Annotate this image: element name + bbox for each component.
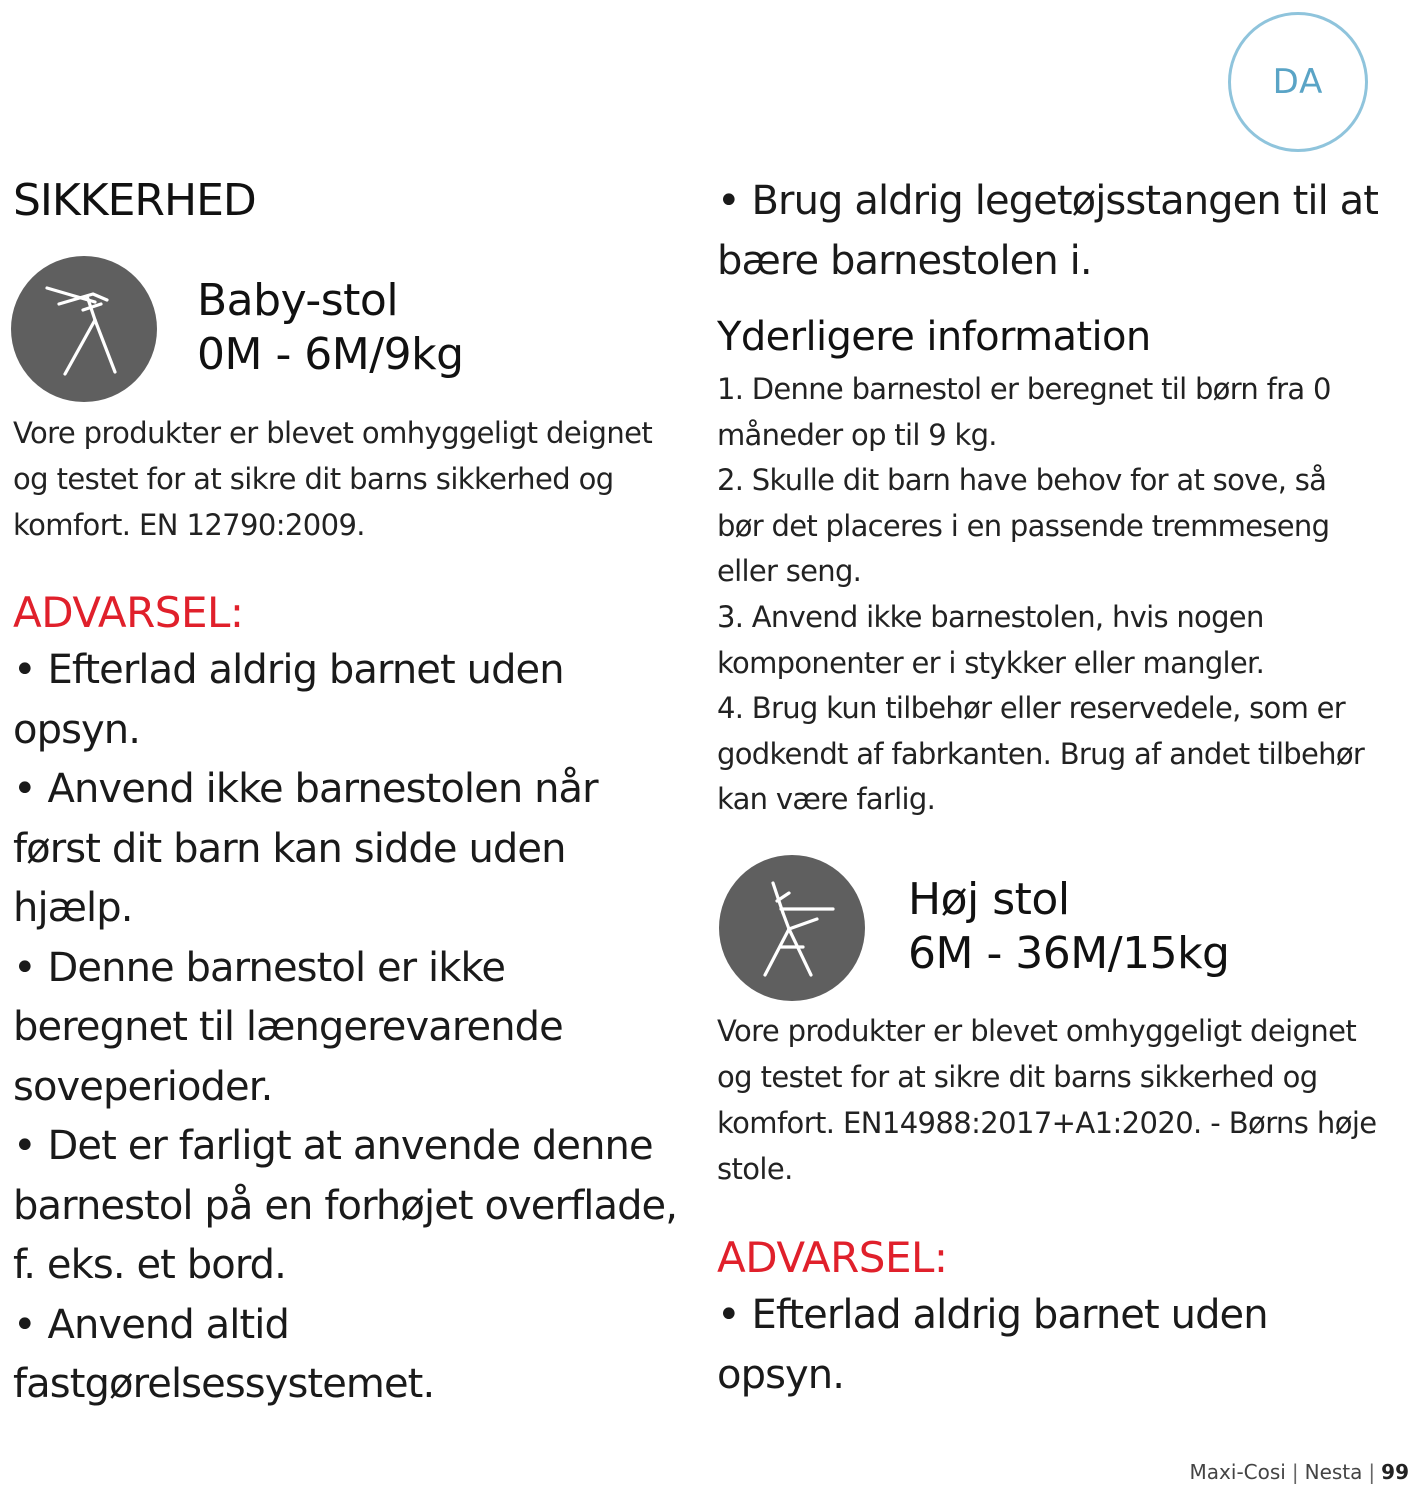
continued-warning: [717, 172, 1387, 291]
footer-separator: |: [1291, 1460, 1299, 1484]
warning-list: [717, 1286, 1387, 1405]
high-chair-icon: [719, 855, 865, 1001]
footer-separator: |: [1368, 1460, 1376, 1484]
language-badge: [1228, 12, 1368, 152]
intro-text: Vore produkter er blevet omhyggeligt deignet og testet for at sikre dit barns sikkerhed og komfort. EN 12790:2009.: [13, 416, 653, 542]
info-item: 2. Skulle dit barn have behov for at sove, så bør det placeres i en passende tremmeseng eller seng.: [717, 463, 1330, 589]
language-code: DA: [1272, 62, 1324, 102]
page-footer: [1190, 1460, 1409, 1484]
warning-title: ADVARSEL:: [717, 1233, 948, 1282]
page-number: 99: [1381, 1460, 1409, 1484]
warning-item: • Efterlad aldrig barnet uden opsyn.: [13, 647, 564, 753]
intro-text: Vore produkter er blevet omhyggeligt deignet og testet for at sikre dit barns sikkerhed og komfort. EN14988:2017+A1:2020. - Børns høje stole.: [717, 1014, 1377, 1186]
baby-chair-icon: [11, 256, 157, 402]
product-range: 0M - 6M/9kg: [197, 329, 464, 380]
info-item: 4. Brug kun tilbehør eller reservedele, som er godkendt af fabrkanten. Brug af andet tilbehør kan være farlig.: [717, 691, 1365, 817]
warning-item: • Denne barnestol er ikke beregnet til længerevarende soveperioder.: [13, 944, 563, 1110]
product-title-baby-chair: [197, 274, 464, 382]
product-title-high-chair: [908, 873, 1229, 981]
info-item: 1. Denne barnestol er beregnet til børn fra 0 måneder op til 9 kg.: [717, 372, 1331, 452]
warning-title: ADVARSEL:: [13, 588, 244, 637]
info-title: Yderligere information: [717, 314, 1151, 360]
product-name: Høj stol: [908, 874, 1070, 925]
warning-item: • Efterlad aldrig barnet uden opsyn.: [717, 1292, 1268, 1398]
warning-item: • Det er farligt at anvende denne barnestol på en forhøjet overflade, f. eks. et bord.: [13, 1123, 678, 1288]
section-title: SIKKERHED: [13, 175, 256, 226]
footer-brand: Maxi-Cosi: [1189, 1460, 1286, 1484]
footer-product: Nesta: [1304, 1460, 1363, 1484]
warning-item: • Brug aldrig legetøjsstangen til at bære barnestolen i.: [717, 178, 1379, 284]
product-range: 6M - 36M/15kg: [908, 928, 1230, 979]
warning-item: • Anvend altid fastgørelsessystemet.: [13, 1301, 435, 1407]
product-name: Baby-stol: [197, 275, 399, 326]
warning-list: [13, 641, 678, 1415]
info-item: 3. Anvend ikke barnestolen, hvis nogen komponenter er i stykker eller mangler.: [717, 599, 1265, 680]
info-list: [717, 367, 1367, 823]
warning-item: • Anvend ikke barnestolen når først dit barn kan sidde uden hjælp.: [13, 766, 598, 931]
